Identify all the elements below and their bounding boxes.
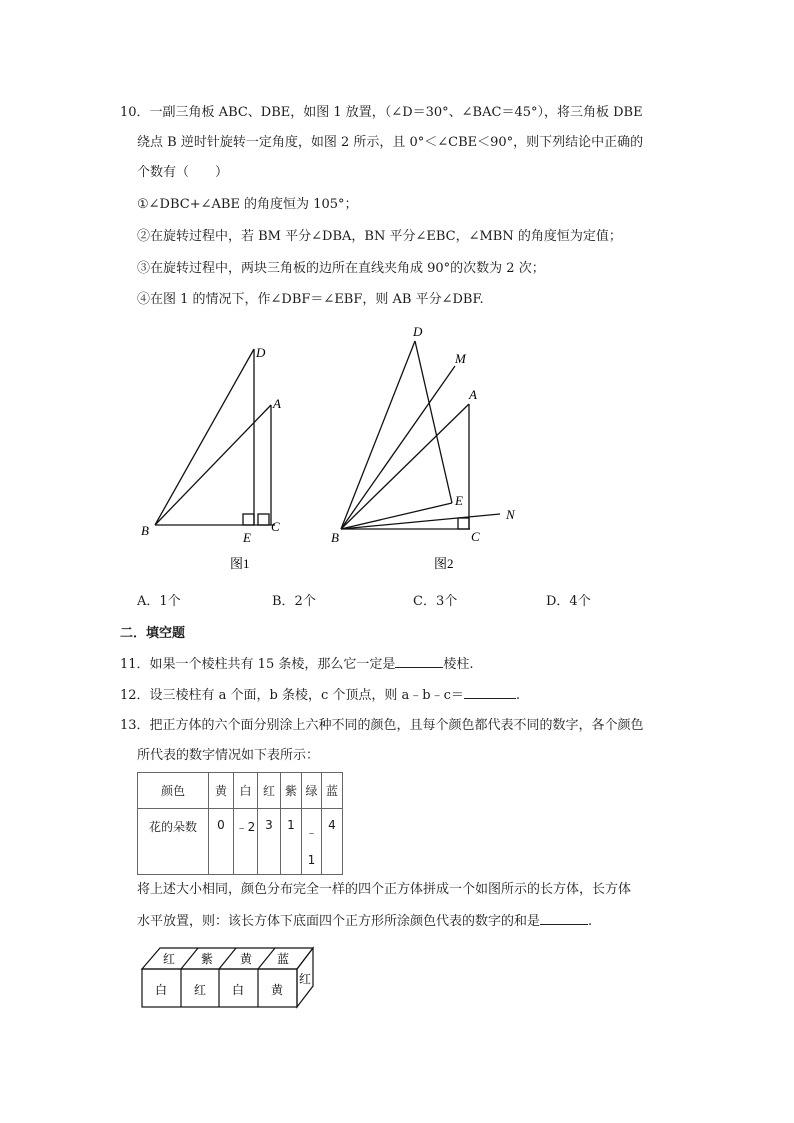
fig1-label-b: B (141, 523, 149, 538)
q13-line1: 13．把正方体的六个面分别涂上六种不同的颜色，且每个颜色都代表不同的数字，各个颜色 (120, 718, 644, 733)
table-value: 3 (258, 809, 281, 875)
table-value: ﹣2 (234, 809, 258, 875)
cuboid-front-1: 白 (155, 983, 168, 997)
figure-1 (155, 349, 275, 525)
fig2-label-d: D (413, 324, 423, 339)
q13-line2: 所代表的数字情况如下表所示： (137, 748, 320, 763)
fig2-label-m: M (455, 351, 466, 366)
cuboid-side: 红 (299, 972, 312, 986)
q13-answer-blank[interactable] (540, 912, 588, 925)
cuboid-front-3: 白 (232, 983, 245, 997)
table-value: 1 (281, 809, 302, 875)
cuboid-front-4: 黄 (271, 983, 284, 997)
option-d: D．4个 (546, 594, 591, 609)
table-color: 紫 (281, 773, 302, 809)
q10-statement-4: ④在图 1 的情况下，作∠DBF＝∠EBF，则 AB 平分∠DBF. (137, 292, 484, 307)
q13-line3: 将上述大小相同，颜色分布完全一样的四个正方体拼成一个如图所示的长方体，长方体 (137, 882, 632, 897)
q12 (120, 686, 520, 705)
q13-line4-end: . (588, 914, 593, 929)
q13-line4 (137, 912, 592, 931)
table-row-label: 花的朵数 (138, 809, 209, 875)
cuboid-top-2: 紫 (201, 952, 214, 966)
fig2-label-b: B (331, 530, 339, 545)
q10-statement-1: ①∠DBC+∠ABE 的角度恒为 105°； (137, 197, 358, 212)
fig1-label-d: D (256, 345, 266, 360)
q11 (120, 655, 474, 674)
fig2-label-a: A (469, 387, 477, 402)
q11-answer-blank[interactable] (395, 655, 443, 668)
fig2-caption: 图2 (434, 556, 454, 571)
table-color: 蓝 (322, 773, 343, 809)
q10-line3: 个数有（ ） (137, 165, 229, 180)
cuboid-front-2: 红 (194, 983, 207, 997)
option-c: C．3个 (413, 594, 458, 609)
option-a: A．1个 (137, 594, 181, 609)
table-color: 红 (258, 773, 281, 809)
q13-line4-text: 水平放置，则：该长方体下底面四个正方形所涂颜色代表的数字的和是 (137, 914, 541, 929)
color-number-table (137, 772, 343, 875)
q12-text: 12．设三棱柱有 a 个面，b 条棱，c 个顶点，则 a﹣b﹣c＝ (120, 688, 464, 703)
triangle-figures (0, 320, 794, 620)
table-value: 4 (322, 809, 343, 875)
fig2-label-c: C (471, 529, 480, 544)
q12-text-end: . (515, 688, 521, 703)
section-heading: 二．填空题 (120, 626, 186, 641)
q12-answer-blank[interactable] (464, 686, 516, 699)
q10-statement-2: ②在旋转过程中，若 BM 平分∠DBA，BN 平分∠EBC，∠MBN 的角度恒为定值； (137, 229, 622, 244)
table-color: 白 (234, 773, 258, 809)
table-color: 绿 (302, 773, 322, 809)
table-header-label: 颜色 (138, 773, 209, 809)
table-value: 0 (209, 809, 234, 875)
q11-text: 11．如果一个棱柱共有 15 条棱，那么它一定是 (120, 657, 396, 672)
fig1-label-e: E (243, 530, 251, 545)
table-value: ﹣1 (302, 809, 322, 875)
fig1-label-c: C (271, 519, 280, 534)
fig2-label-n: N (506, 507, 515, 522)
q11-text-end: 棱柱. (443, 657, 474, 672)
cuboid-top-3: 黄 (240, 952, 253, 966)
cuboid-top-1: 红 (163, 952, 176, 966)
figure-2 (341, 341, 500, 529)
table-color: 黄 (209, 773, 234, 809)
fig2-label-e: E (455, 493, 463, 508)
cuboid-figure (0, 940, 794, 1030)
q10-line1: 10．一副三角板 ABC、DBE，如图 1 放置，（∠D＝30°、∠BAC＝45°），将三角板 DBE (120, 105, 643, 120)
q10-statement-3: ③在旋转过程中，两块三角板的边所在直线夹角成 90°的次数为 2 次； (137, 261, 545, 276)
q10-line2: 绕点 B 逆时针旋转一定角度，如图 2 所示，且 0°＜∠CBE＜90°，则下列结论中正确的 (137, 135, 644, 150)
cuboid-top-4: 蓝 (277, 952, 290, 966)
option-b: B．2个 (272, 594, 316, 609)
fig1-caption: 图1 (230, 556, 250, 571)
fig1-label-a: A (273, 396, 281, 411)
